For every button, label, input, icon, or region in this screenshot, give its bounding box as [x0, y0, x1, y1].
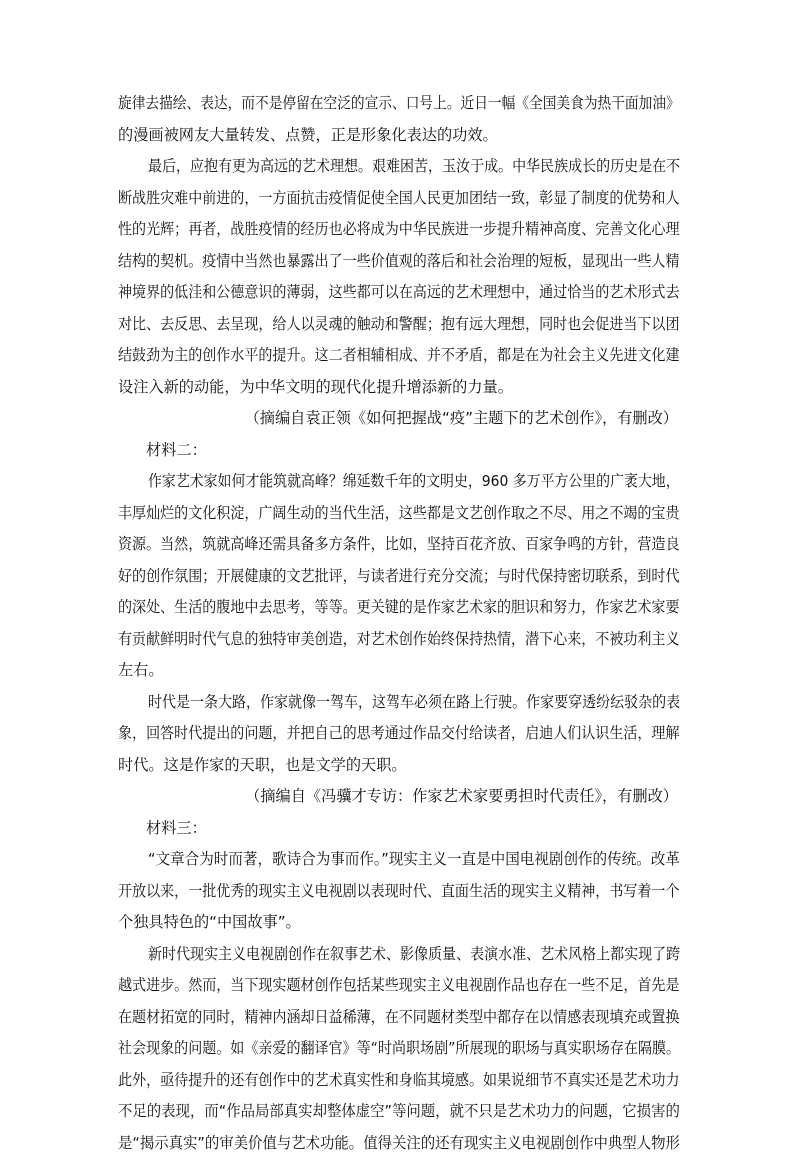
paragraph-line: 在题材拓宽的同时，精神内涵却日益稀薄，在不同题材类型中都存在以情感表现填充或置换 — [118, 1002, 680, 1034]
paragraph-line: 对比、去反思、去呈现，给人以灵魂的触动和警醒；抱有远大理想，同时也会促进当下以团 — [118, 309, 680, 341]
paragraph-line: 结鼓劲为主的创作水平的提升。这二者相辅相成、并不矛盾，都是在为社会主义先进文化建 — [118, 340, 680, 372]
paragraph-line: 作家艺术家如何才能筑就高峰？绵延数千年的文明史，960 多万平方公里的广袤大地， — [148, 466, 680, 498]
paragraph-line: “文章合为时而著，歌诗合为事而作。”现实主义一直是中国电视剧创作的传统。改革 — [148, 844, 680, 876]
paragraph-line: 有贡献鲜明时代气息的独特审美创造，对艺术创作始终保持热情，潜下心来，不被功利主义 — [118, 624, 680, 656]
paragraph-line: 设注入新的动能，为中华文明的现代化提升增添新的力量。 — [118, 372, 513, 404]
source-citation: （摘编自《冯骥才专访：作家艺术家要勇担时代责任》，有删改） — [245, 781, 678, 813]
paragraph-line: 此外，亟待提升的还有创作中的艺术真实性和身临其境感。如果说细节不真实还是艺术功力 — [118, 1065, 680, 1097]
paragraph-line: 象，回答时代提出的问题，并把自己的思考通过作品交付给读者，启迪人们认识生活，理解 — [118, 718, 680, 750]
paragraph-line: 神境界的低洼和公德意识的薄弱，这些都可以在高远的艺术理想中，通过恰当的艺术形式去 — [118, 277, 680, 309]
paragraph-line: 旋律去描绘、表达，而不是停留在空泛的宣示、口号上。近日一幅《全国美食为热干面加油》 — [118, 88, 680, 120]
paragraph-line: 丰厚灿烂的文化积淀，广阔生动的当代生活，这些都是文艺创作取之不尽、用之不竭的宝贵 — [118, 498, 680, 530]
paragraph-line: 时代。这是作家的天职，也是文学的天职。 — [118, 750, 407, 782]
paragraph-line: 性的光辉；再者，战胜疫情的经历也必将成为中华民族进一步提升精神高度、完善文化心理 — [118, 214, 680, 246]
paragraph-line: 的漫画被网友大量转发、点赞，正是形象化表达的功效。 — [118, 120, 498, 152]
paragraph-line: 个独具特色的“中国故事”。 — [118, 907, 301, 939]
paragraph-line: 是“揭示真实”的审美价值与艺术功能。值得关注的还有现实主义电视剧创作中典型人物形 — [118, 1128, 680, 1159]
paragraph-line: 社会现象的问题。如《亲爱的翻译官》等“时尚职场剧”所展现的职场与真实职场存在隔膜。 — [118, 1033, 680, 1065]
paragraph-line: 最后，应抱有更为高远的艺术理想。艰难困苦，玉汝于成。中华民族成长的历史是在不 — [148, 151, 680, 183]
section-heading: 材料二： — [146, 435, 207, 467]
paragraph-line: 好的创作氛围；开展健康的文艺批评，与读者进行充分交流；与时代保持密切联系，到时代 — [118, 561, 680, 593]
paragraph-line: 结构的契机。疫情中当然也暴露出了一些价值观的落后和社会治理的短板，显现出一些人精 — [118, 246, 680, 278]
paragraph-line: 不足的表现，而“作品局部真实却整体虚空”等问题，就不只是艺术功力的问题，它损害的 — [118, 1096, 680, 1128]
paragraph-line: 开放以来，一批优秀的现实主义电视剧以表现时代、直面生活的现实主义精神，书写着一个 — [118, 876, 680, 908]
paragraph-line: 左右。 — [118, 655, 164, 687]
paragraph-line: 资源。当然，筑就高峰还需具备多方条件，比如，坚持百花齐放、百家争鸣的方针，营造良 — [118, 529, 680, 561]
paragraph-line: 越式进步。然而，当下现实题材创作包括某些现实主义电视剧作品也存在一些不足，首先是 — [118, 970, 680, 1002]
paragraph-line: 的深处、生活的腹地中去思考，等等。更关键的是作家艺术家的胆识和努力，作家艺术家要 — [118, 592, 680, 624]
paragraph-line: 断战胜灾难中前进的，一方面抗击疫情促使全国人民更加团结一致，彰显了制度的优势和人 — [118, 183, 680, 215]
section-heading: 材料三： — [146, 813, 207, 845]
paragraph-line: 新时代现实主义电视剧创作在叙事艺术、影像质量、表演水准、艺术风格上都实现了跨 — [148, 939, 680, 971]
source-citation: （摘编自袁正领《如何把握战“疫”主题下的艺术创作》，有删改） — [245, 403, 678, 435]
paragraph-line: 时代是一条大路，作家就像一驾车，这驾车必须在路上行驶。作家要穿透纷纭驳杂的表 — [148, 687, 680, 719]
